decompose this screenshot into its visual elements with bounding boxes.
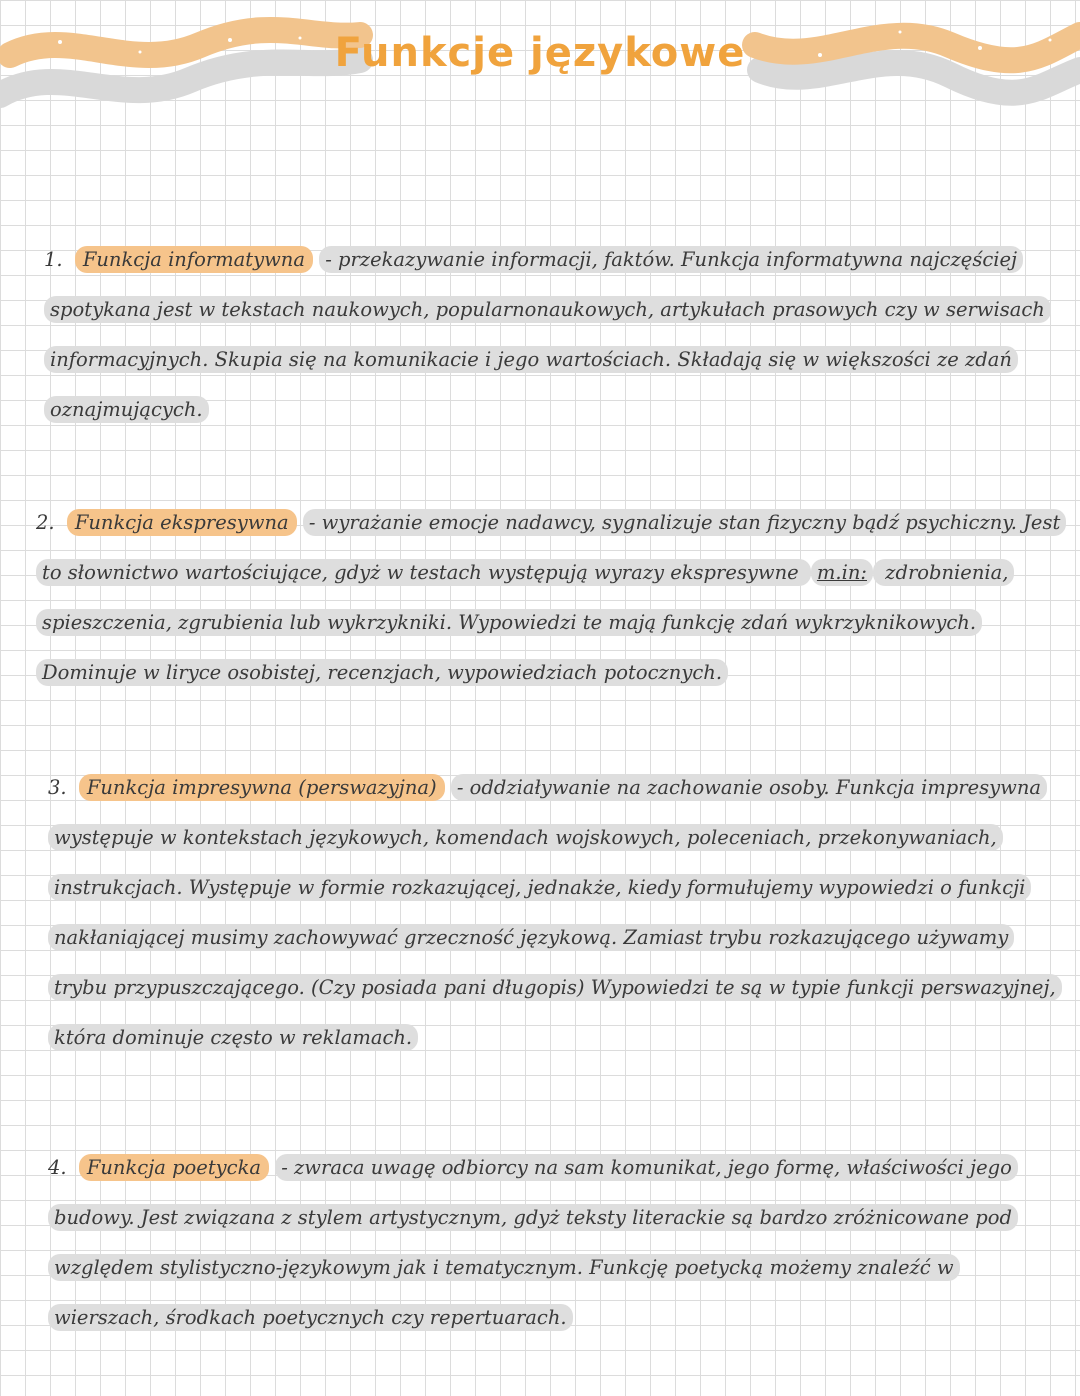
section-1-text: - przekazywanie informacji, faktów. Funkcja informatywna najczęściej spotykana jest w tekstach naukowych, popularnonaukowych, artykułach prasowych czy w serwisach informacyjnych. Skupia się na komunikacie i jego wartościach. Składają się w większości ze zdań oznajmujących. bbox=[44, 246, 1051, 423]
section-4-text: - zwraca uwagę odbiorcy na sam komunikat, jego formę, właściwości jego budowy. Jest związana z stylem artystycznym, gdyż teksty literackie są bardzo zróżnicowane pod względem stylistyczno-językowym jak i tematycznym. Funkcję poetycką możemy znaleźć w wierszach, środkach poetycznych czy repertuarach. bbox=[48, 1154, 1018, 1331]
section-2 bbox=[36, 498, 1066, 698]
section-1-number: 1. bbox=[44, 248, 63, 271]
section-1-term: Funkcja informatywna bbox=[75, 246, 313, 273]
section-2-text-a: - wyrażanie emocje nadawcy, sygnalizuje stan fizyczny bądź psychiczny. Jest to słownictwo wartościujące, gdyż w testach występują wyrazy ekspresywne bbox=[36, 509, 1066, 586]
section-4 bbox=[48, 1143, 1058, 1343]
section-3 bbox=[48, 763, 1058, 1063]
section-2-number: 2. bbox=[36, 511, 55, 534]
section-2-abbr: m.in: bbox=[811, 559, 873, 586]
page-title: Funkcje językowe bbox=[334, 30, 746, 76]
section-3-number: 3. bbox=[48, 776, 67, 799]
section-3-text: - oddziaływanie na zachowanie osoby. Funkcja impresywna występuje w kontekstach językowych, komendach wojskowych, poleceniach, przekonywaniach, instrukcjach. Występuje w formie rozkazującej, jednakże, kiedy formułujemy wypowiedzi o funkcji nakłaniającej musimy zachowywać grzeczność językową. Zamiast trybu rozkazującego używamy trybu przypuszczającego. (Czy posiada pani długopis) Wypowiedzi te są w typie funkcji perswazyjnej, która dominuje często w reklamach. bbox=[48, 774, 1062, 1051]
section-2-text-b: zdrobnienia, spieszczenia, zgrubienia lub wykrzykniki. Wypowiedzi te mają funkcję zdań wykrzyknikowych. Dominuje w liryce osobistej, recenzjach, wypowiedziach potocznych. bbox=[36, 559, 1014, 686]
section-1 bbox=[44, 235, 1054, 435]
section-4-term: Funkcja poetycka bbox=[79, 1154, 269, 1181]
section-2-term: Funkcja ekspresywna bbox=[67, 509, 297, 536]
section-4-number: 4. bbox=[48, 1156, 67, 1179]
section-3-term: Funkcja impresywna (perswazyjna) bbox=[79, 774, 445, 801]
